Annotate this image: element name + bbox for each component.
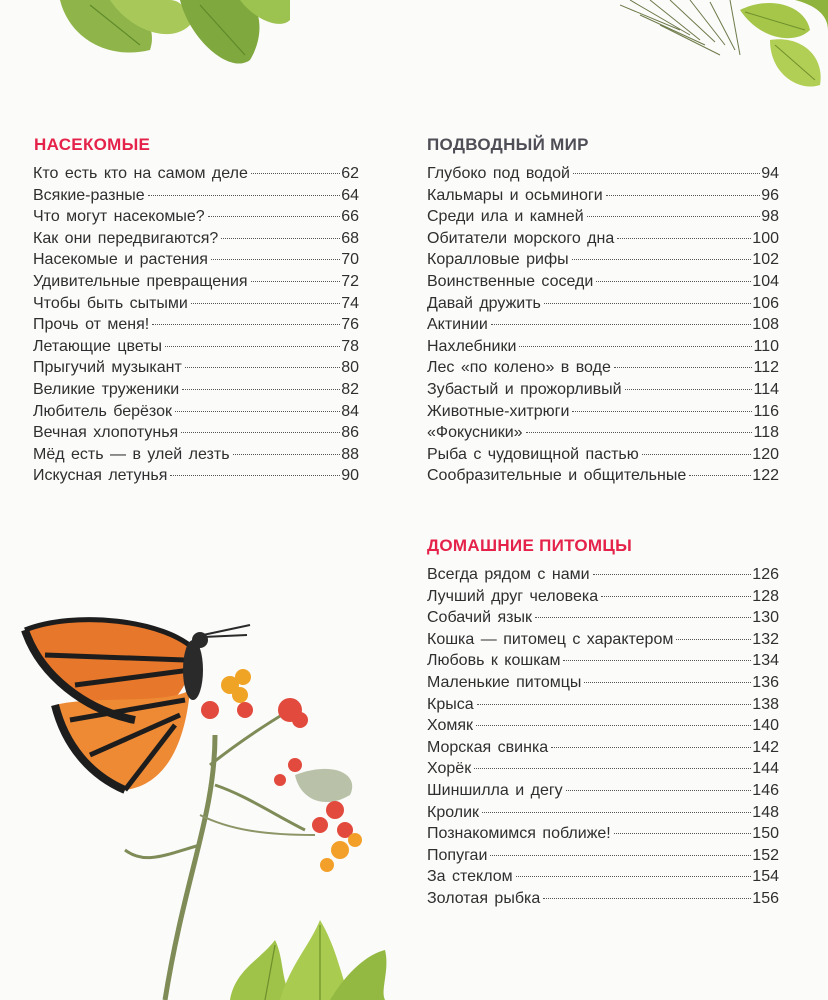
- toc-entry-page: 64: [341, 186, 359, 204]
- toc-entry-title: Маленькие питомцы: [427, 673, 582, 691]
- toc-dot-leader: [526, 431, 753, 433]
- toc-entry: [427, 737, 779, 759]
- toc-entry: [427, 336, 779, 358]
- toc-entry: [427, 586, 779, 608]
- toc-entry-page: 122: [752, 467, 779, 485]
- toc-dot-leader: [566, 789, 752, 791]
- toc-dot-leader: [233, 453, 341, 455]
- toc-dot-leader: [476, 724, 751, 726]
- toc-entry: [33, 444, 359, 466]
- toc-entry-title: «Фокусники»: [427, 424, 523, 442]
- toc-entry-title: Сообразительные и общительные: [427, 467, 687, 485]
- toc-entry: [427, 758, 779, 780]
- toc-dot-leader: [606, 194, 761, 196]
- toc-entry-title: Давай дружить: [427, 294, 541, 312]
- toc-entry: [427, 422, 779, 444]
- toc-entry: [33, 228, 359, 250]
- toc-entry-page: 136: [752, 673, 779, 691]
- toc-dot-leader: [477, 703, 752, 705]
- toc-entry: [427, 564, 779, 586]
- section-title-insects: НАСЕКОМЫЕ: [34, 135, 151, 154]
- toc-entry-title: Среди ила и камней: [427, 208, 584, 226]
- toc-dot-leader: [689, 474, 751, 476]
- toc-entry-title: Золотая рыбка: [427, 889, 541, 907]
- toc-entry-page: 72: [341, 272, 359, 290]
- toc-entry-page: 102: [752, 251, 779, 269]
- toc-entry-page: 78: [341, 337, 359, 355]
- toc-dot-leader: [642, 453, 752, 455]
- toc-entry-title: Попугаи: [427, 846, 488, 864]
- toc-entry-title: Всегда рядом с нами: [427, 566, 590, 583]
- toc-entry-page: 70: [341, 251, 359, 269]
- toc-entry-page: 110: [753, 337, 779, 355]
- toc-dot-leader: [584, 681, 751, 683]
- toc-entry-page: 88: [341, 445, 359, 463]
- toc-entry-title: Лучший друг человека: [427, 587, 599, 605]
- toc-dot-leader: [596, 280, 751, 282]
- toc-dot-leader: [181, 431, 340, 433]
- toc-entry-page: 86: [341, 424, 359, 442]
- toc-entry-title: Кролик: [427, 803, 480, 821]
- toc-entry: [427, 185, 779, 207]
- toc-entry-page: 90: [341, 467, 359, 485]
- toc-entry-title: Чтобы быть сытыми: [33, 294, 188, 312]
- toc-entry: [33, 422, 359, 444]
- toc-entry-page: 130: [752, 609, 779, 627]
- toc-entry: [33, 163, 359, 185]
- toc-entry-title: За стеклом: [427, 868, 513, 886]
- toc-entry-title: Обитатели морского дна: [427, 229, 615, 247]
- toc-dot-leader: [148, 194, 341, 196]
- toc-entry: [427, 314, 779, 336]
- toc-entry-page: 62: [341, 165, 359, 182]
- toc-entry-title: Хомяк: [427, 717, 474, 735]
- toc-entry-page: 100: [752, 229, 779, 247]
- toc-entry-title: Искусная летунья: [33, 467, 168, 485]
- toc-entry-page: 116: [753, 402, 779, 420]
- toc-dot-leader: [519, 345, 752, 347]
- toc-entry-title: Мёд есть — в улей лезть: [33, 445, 230, 463]
- toc-entry-page: 126: [752, 566, 779, 583]
- toc-dot-leader: [516, 875, 752, 877]
- toc-list-underwater: [427, 163, 779, 487]
- toc-entry-page: 66: [341, 208, 359, 226]
- toc-entry-title: Как они передвигаются?: [33, 229, 219, 247]
- toc-entry-page: 76: [341, 316, 359, 334]
- toc-dot-leader: [208, 215, 341, 217]
- toc-entry-title: Всякие-разные: [33, 186, 145, 204]
- toc-entry: [427, 444, 779, 466]
- toc-list-pets: [427, 564, 779, 910]
- toc-entry: [427, 866, 779, 888]
- toc-entry: [427, 379, 779, 401]
- toc-entry-page: 152: [752, 846, 779, 864]
- toc-entry-title: Удивительные превращения: [33, 272, 248, 290]
- toc-entry: [33, 357, 359, 379]
- toc-dot-leader: [185, 366, 340, 368]
- toc-entry-page: 132: [752, 630, 779, 648]
- toc-entry: [427, 465, 779, 487]
- toc-entry: [427, 715, 779, 737]
- toc-entry-page: 94: [761, 165, 779, 182]
- toc-entry-title: Прочь от меня!: [33, 316, 150, 334]
- toc-dot-leader: [625, 388, 753, 390]
- toc-dot-leader: [563, 659, 751, 661]
- toc-entry-title: Вечная хлопотунья: [33, 424, 179, 442]
- toc-entry-page: 114: [753, 380, 779, 398]
- section-pets: [427, 536, 779, 910]
- toc-entry-page: 156: [752, 889, 779, 907]
- toc-entry-page: 120: [752, 445, 779, 463]
- section-title-pets: ДОМАШНИЕ ПИТОМЦЫ: [427, 536, 633, 555]
- toc-entry-title: Морская свинка: [427, 738, 549, 756]
- toc-list-insects: [33, 163, 359, 487]
- toc-entry: [33, 271, 359, 293]
- toc-entry-page: 80: [341, 359, 359, 377]
- toc-entry: [427, 802, 779, 824]
- toc-entry-page: 140: [752, 717, 779, 735]
- toc-entry-page: 96: [761, 186, 779, 204]
- toc-entry: [33, 379, 359, 401]
- toc-dot-leader: [152, 323, 340, 325]
- toc-entry-page: 128: [752, 587, 779, 605]
- toc-entry-title: Зубастый и прожорливый: [427, 380, 622, 398]
- toc-entry: [427, 271, 779, 293]
- toc-entry-title: Собачий язык: [427, 609, 532, 627]
- toc-dot-leader: [182, 388, 340, 390]
- toc-entry: [33, 206, 359, 228]
- toc-entry-title: Глубоко под водой: [427, 165, 570, 182]
- toc-dot-leader: [544, 302, 751, 304]
- toc-entry-title: Любовь к кошкам: [427, 652, 561, 670]
- toc-entry-title: Животные-хитрюги: [427, 402, 570, 420]
- toc-entry: [427, 650, 779, 672]
- toc-dot-leader: [593, 573, 752, 575]
- toc-entry-page: 154: [752, 868, 779, 886]
- section-title-underwater: ПОДВОДНЫЙ МИР: [427, 135, 589, 154]
- toc-entry: [427, 357, 779, 379]
- toc-dot-leader: [191, 302, 340, 304]
- toc-dot-leader: [617, 237, 751, 239]
- toc-entry-title: Лес «по колено» в воде: [427, 359, 611, 377]
- toc-dot-leader: [614, 366, 753, 368]
- toc-entry-title: Коралловые рифы: [427, 251, 569, 269]
- toc-entry-page: 134: [752, 652, 779, 670]
- toc-entry: [427, 823, 779, 845]
- toc-entry-title: Насекомые и растения: [33, 251, 208, 269]
- toc-dot-leader: [535, 616, 751, 618]
- pine-and-leaves-image: [620, 0, 828, 95]
- toc-entry: [427, 888, 779, 910]
- toc-entry-title: Крыса: [427, 695, 474, 713]
- toc-dot-leader: [251, 280, 341, 282]
- toc-dot-leader: [572, 258, 752, 260]
- toc-entry-page: 148: [752, 803, 779, 821]
- toc-entry-page: 104: [752, 272, 779, 290]
- toc-dot-leader: [175, 410, 340, 412]
- toc-entry-page: 98: [761, 208, 779, 226]
- toc-entry: [33, 249, 359, 271]
- toc-entry-title: Что могут насекомые?: [33, 208, 205, 226]
- toc-dot-leader: [211, 258, 340, 260]
- toc-entry: [427, 672, 779, 694]
- toc-dot-leader: [482, 811, 751, 813]
- oak-leaves-image: [220, 910, 400, 1000]
- toc-entry-title: Рыба с чудовищной пастью: [427, 445, 639, 463]
- toc-entry-page: 74: [341, 294, 359, 312]
- toc-entry-page: 118: [753, 424, 779, 442]
- section-underwater: [427, 135, 779, 487]
- toc-entry-page: 84: [341, 402, 359, 420]
- toc-dot-leader: [587, 215, 761, 217]
- toc-dot-leader: [165, 345, 340, 347]
- toc-entry: [33, 401, 359, 423]
- toc-entry: [427, 780, 779, 802]
- toc-dot-leader: [551, 746, 751, 748]
- toc-entry: [427, 249, 779, 271]
- toc-dot-leader: [676, 638, 751, 640]
- toc-dot-leader: [251, 172, 340, 174]
- toc-entry: [427, 228, 779, 250]
- toc-entry: [427, 845, 779, 867]
- toc-entry-page: 106: [752, 294, 779, 312]
- toc-entry-title: Кальмары и осьминоги: [427, 186, 603, 204]
- toc-entry: [427, 163, 779, 185]
- toc-entry: [427, 401, 779, 423]
- toc-entry: [427, 607, 779, 629]
- toc-entry-page: 142: [752, 738, 779, 756]
- toc-entry-title: Познакомимся поближе!: [427, 825, 611, 843]
- toc-dot-leader: [170, 474, 340, 476]
- toc-entry-page: 150: [752, 825, 779, 843]
- toc-entry: [33, 336, 359, 358]
- toc-dot-leader: [474, 767, 751, 769]
- toc-entry-page: 82: [341, 380, 359, 398]
- toc-entry-page: 108: [752, 316, 779, 334]
- toc-entry-page: 112: [753, 359, 779, 377]
- toc-entry: [427, 694, 779, 716]
- toc-entry-title: Прыгучий музыкант: [33, 359, 182, 377]
- toc-entry-title: Кто есть кто на самом деле: [33, 165, 248, 182]
- toc-entry: [33, 185, 359, 207]
- toc-dot-leader: [573, 172, 760, 174]
- toc-entry-title: Хорёк: [427, 760, 472, 778]
- toc-entry-title: Актинии: [427, 316, 488, 334]
- toc-dot-leader: [601, 595, 751, 597]
- toc-entry: [33, 314, 359, 336]
- toc-entry-page: 138: [752, 695, 779, 713]
- toc-entry-page: 146: [752, 781, 779, 799]
- toc-dot-leader: [572, 410, 752, 412]
- toc-entry: [427, 629, 779, 651]
- section-insects: [33, 135, 359, 487]
- toc-entry-title: Воинственные соседи: [427, 272, 594, 290]
- toc-entry: [427, 293, 779, 315]
- toc-dot-leader: [221, 237, 340, 239]
- toc-entry: [33, 465, 359, 487]
- toc-dot-leader: [491, 323, 751, 325]
- toc-entry: [33, 293, 359, 315]
- toc-entry-title: Любитель берёзок: [33, 402, 172, 420]
- hazel-leaves-image: [50, 0, 290, 80]
- toc-entry-title: Шиншилла и дегу: [427, 781, 563, 799]
- toc-entry-title: Летающие цветы: [33, 337, 163, 355]
- toc-entry-title: Кошка — питомец с характером: [427, 630, 674, 648]
- toc-entry-page: 68: [341, 229, 359, 247]
- toc-entry-title: Нахлебники: [427, 337, 517, 355]
- toc-dot-leader: [543, 897, 751, 899]
- toc-dot-leader: [614, 832, 752, 834]
- toc-entry-page: 144: [752, 760, 779, 778]
- toc-entry: [427, 206, 779, 228]
- toc-dot-leader: [490, 854, 751, 856]
- toc-entry-title: Великие труженики: [33, 380, 180, 398]
